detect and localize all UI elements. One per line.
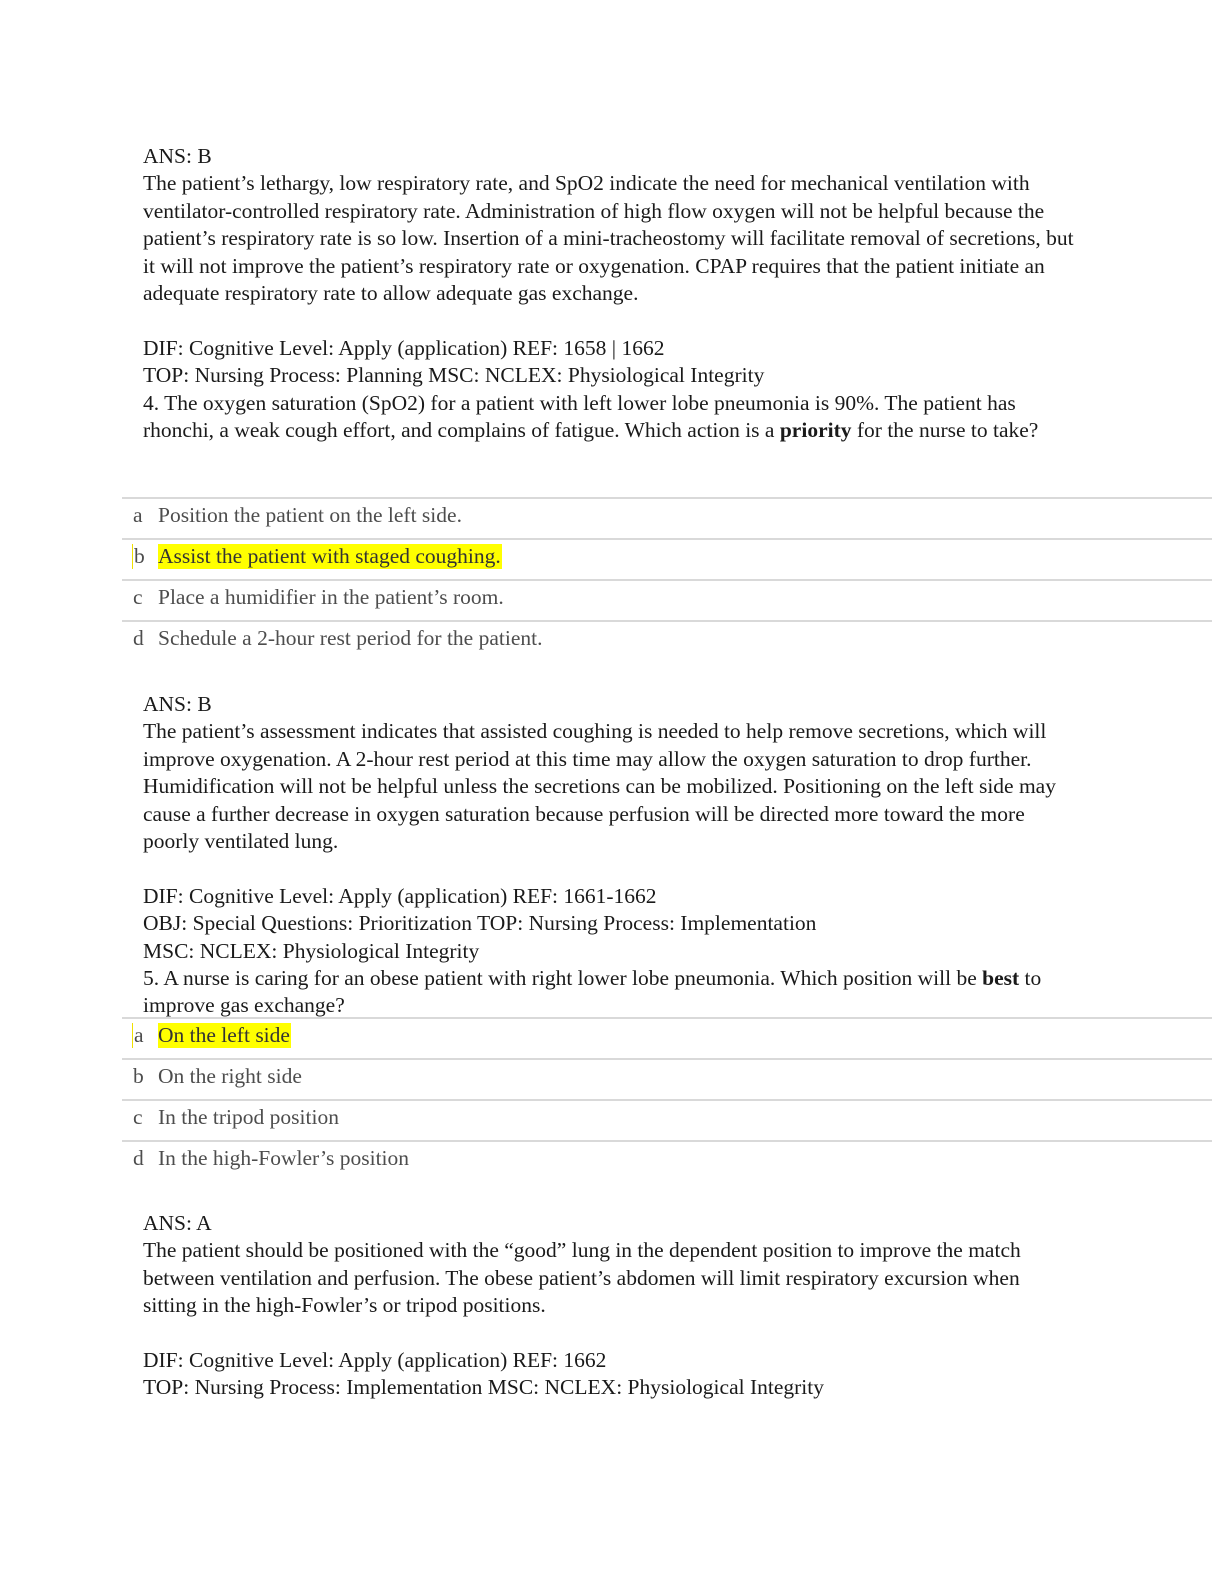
q5-options — [122, 1017, 1212, 1181]
q4-option-d[interactable] — [122, 620, 1212, 661]
q4-meta-line-2: OBJ: Special Questions: Prioritization TOP: Nursing Process: Implementation — [143, 911, 817, 936]
q4-option-a[interactable] — [122, 497, 1212, 538]
q5-option-d[interactable] — [122, 1140, 1212, 1181]
option-text: In the tripod position — [158, 1105, 339, 1129]
option-letter: d — [133, 626, 144, 650]
q4-stem: 4. The oxygen saturation (SpO2) for a patient with left lower lobe pneumonia is 90%. The patient has rhonchi, a weak cough effort, and complains of fatigue. Which action is a priority for the nurse to take? — [143, 390, 1039, 443]
option-text: On the right side — [158, 1064, 302, 1088]
q4-option-c[interactable] — [122, 579, 1212, 620]
q5-option-b[interactable] — [122, 1058, 1212, 1099]
q4-meta-line-1: DIF: Cognitive Level: Apply (application) REF: 1661-1662 — [143, 883, 657, 908]
option-letter: c — [133, 585, 143, 609]
option-text: In the high-Fowler’s position — [158, 1146, 410, 1170]
q5-rationale: The patient should be positioned with the “good” lung in the dependent position to improve the match between ventilation and perfusion. The obese patient’s abdomen will limit respiratory excursion when sitting in the high-Fowler’s or tripod positions. — [143, 1238, 1021, 1318]
option-text-highlighted: Assist the patient with staged coughing. — [158, 544, 501, 568]
q3-answer-key: ANS: B — [143, 144, 212, 168]
q4-answer-block — [143, 691, 1078, 1020]
option-letter: d — [133, 1146, 144, 1170]
q5-stem: 5. A nurse is caring for an obese patient with right lower lobe pneumonia. Which position will be best to improve gas exchange? — [143, 966, 1042, 1018]
q4-options — [122, 497, 1212, 661]
option-text: Position the patient on the left side. — [158, 503, 462, 527]
q5-answer-key: ANS: A — [143, 1211, 212, 1235]
option-text-highlighted: On the left side — [158, 1023, 290, 1047]
option-text: Place a humidifier in the patient’s room. — [158, 585, 504, 609]
option-text: Schedule a 2-hour rest period for the patient. — [158, 626, 543, 650]
option-letter: b — [133, 1064, 144, 1088]
q3-meta-line-1: DIF: Cognitive Level: Apply (application) REF: 1658 | 1662 — [143, 335, 665, 360]
option-letter: b — [132, 544, 150, 569]
q5-option-c[interactable] — [122, 1099, 1212, 1140]
q5-meta-line-2: TOP: Nursing Process: Implementation MSC: NCLEX: Physiological Integrity — [143, 1375, 824, 1400]
q5-answer-block — [143, 1210, 1078, 1402]
option-letter: c — [133, 1105, 143, 1129]
q5-meta-line-1: DIF: Cognitive Level: Apply (application) REF: 1662 — [143, 1348, 607, 1373]
q4-meta-line-3: MSC: NCLEX: Physiological Integrity — [143, 938, 480, 963]
q3-answer-block — [143, 143, 1078, 444]
q3-meta-line-2: TOP: Nursing Process: Planning MSC: NCLEX: Physiological Integrity — [143, 363, 765, 388]
q4-rationale: The patient’s assessment indicates that assisted coughing is needed to help remove secretions, which will improve oxygenation. A 2-hour rest period at this time may allow the oxygen saturation to drop further. Humidification will not be helpful unless the secretions can be mobilized. Positioning on the left side may cause a further decrease in oxygen saturation because perfusion will be directed more toward the more poorly ventilated lung. — [143, 719, 1056, 854]
q5-option-a[interactable] — [122, 1017, 1212, 1058]
q3-rationale: The patient’s lethargy, low respiratory rate, and SpO2 indicate the need for mechanical ventilation with ventilator-controlled respiratory rate. Administration of high flow oxygen will not be helpful because the patient’s respiratory rate is so low. Insertion of a mini-tracheostomy will facilitate removal of secretions, but it will not improve the patient’s respiratory rate or oxygenation. CPAP requires that the patient initiate an adequate respiratory rate to allow adequate gas exchange. — [143, 171, 1074, 306]
option-letter: a — [133, 503, 143, 527]
option-letter: a — [132, 1023, 150, 1048]
q4-option-b[interactable] — [122, 538, 1212, 579]
q4-answer-key: ANS: B — [143, 692, 212, 716]
